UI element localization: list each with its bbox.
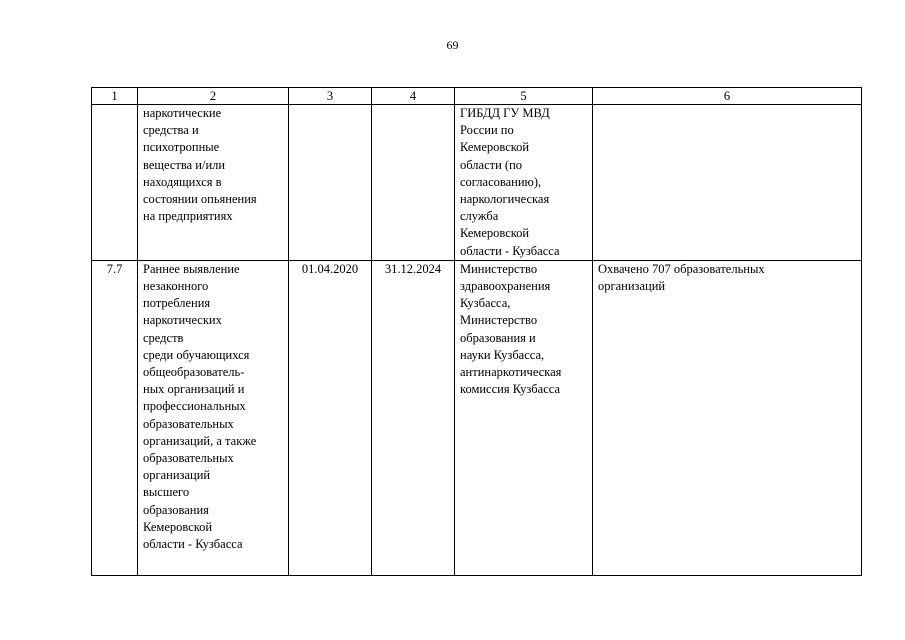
table-row — [92, 260, 862, 575]
measure-name-cell: Раннее выявление незаконного потребления наркотических средств среди обучающихся общеобразователь- ных организаций и профессиональных образовательных организаций, а также образовательных организаций высшего образования Кемеровской области - Кузбасса — [138, 260, 289, 575]
row-number-cell: 7.7 — [92, 260, 138, 575]
result-cell — [593, 105, 862, 261]
row-number-cell — [92, 105, 138, 261]
column-header-2: 2 — [138, 88, 289, 105]
column-header-6: 6 — [593, 88, 862, 105]
executors-cell: Министерство здравоохранения Кузбасса, Министерство образования и науки Кузбасса, антинаркотическая комиссия Кузбасса — [455, 260, 593, 575]
start-date-cell — [289, 105, 372, 261]
table-row — [92, 105, 862, 261]
column-header-4: 4 — [372, 88, 455, 105]
end-date-cell: 31.12.2024 — [372, 260, 455, 575]
executors-cell: ГИБДД ГУ МВД России по Кемеровской области (по согласованию), наркологическая служба Кемеровской области - Кузбасса — [455, 105, 593, 261]
start-date-cell: 01.04.2020 — [289, 260, 372, 575]
end-date-cell — [372, 105, 455, 261]
measure-name-cell: наркотические средства и психотропные вещества и/или находящихся в состоянии опьянения на предприятиях — [138, 105, 289, 261]
measures-table — [91, 87, 862, 576]
page-number: 69 — [446, 38, 459, 52]
column-header-3: 3 — [289, 88, 372, 105]
column-header-5: 5 — [455, 88, 593, 105]
column-header-1: 1 — [92, 88, 138, 105]
table-header-row — [92, 88, 862, 105]
result-cell: Охвачено 707 образовательных организаций — [593, 260, 862, 575]
